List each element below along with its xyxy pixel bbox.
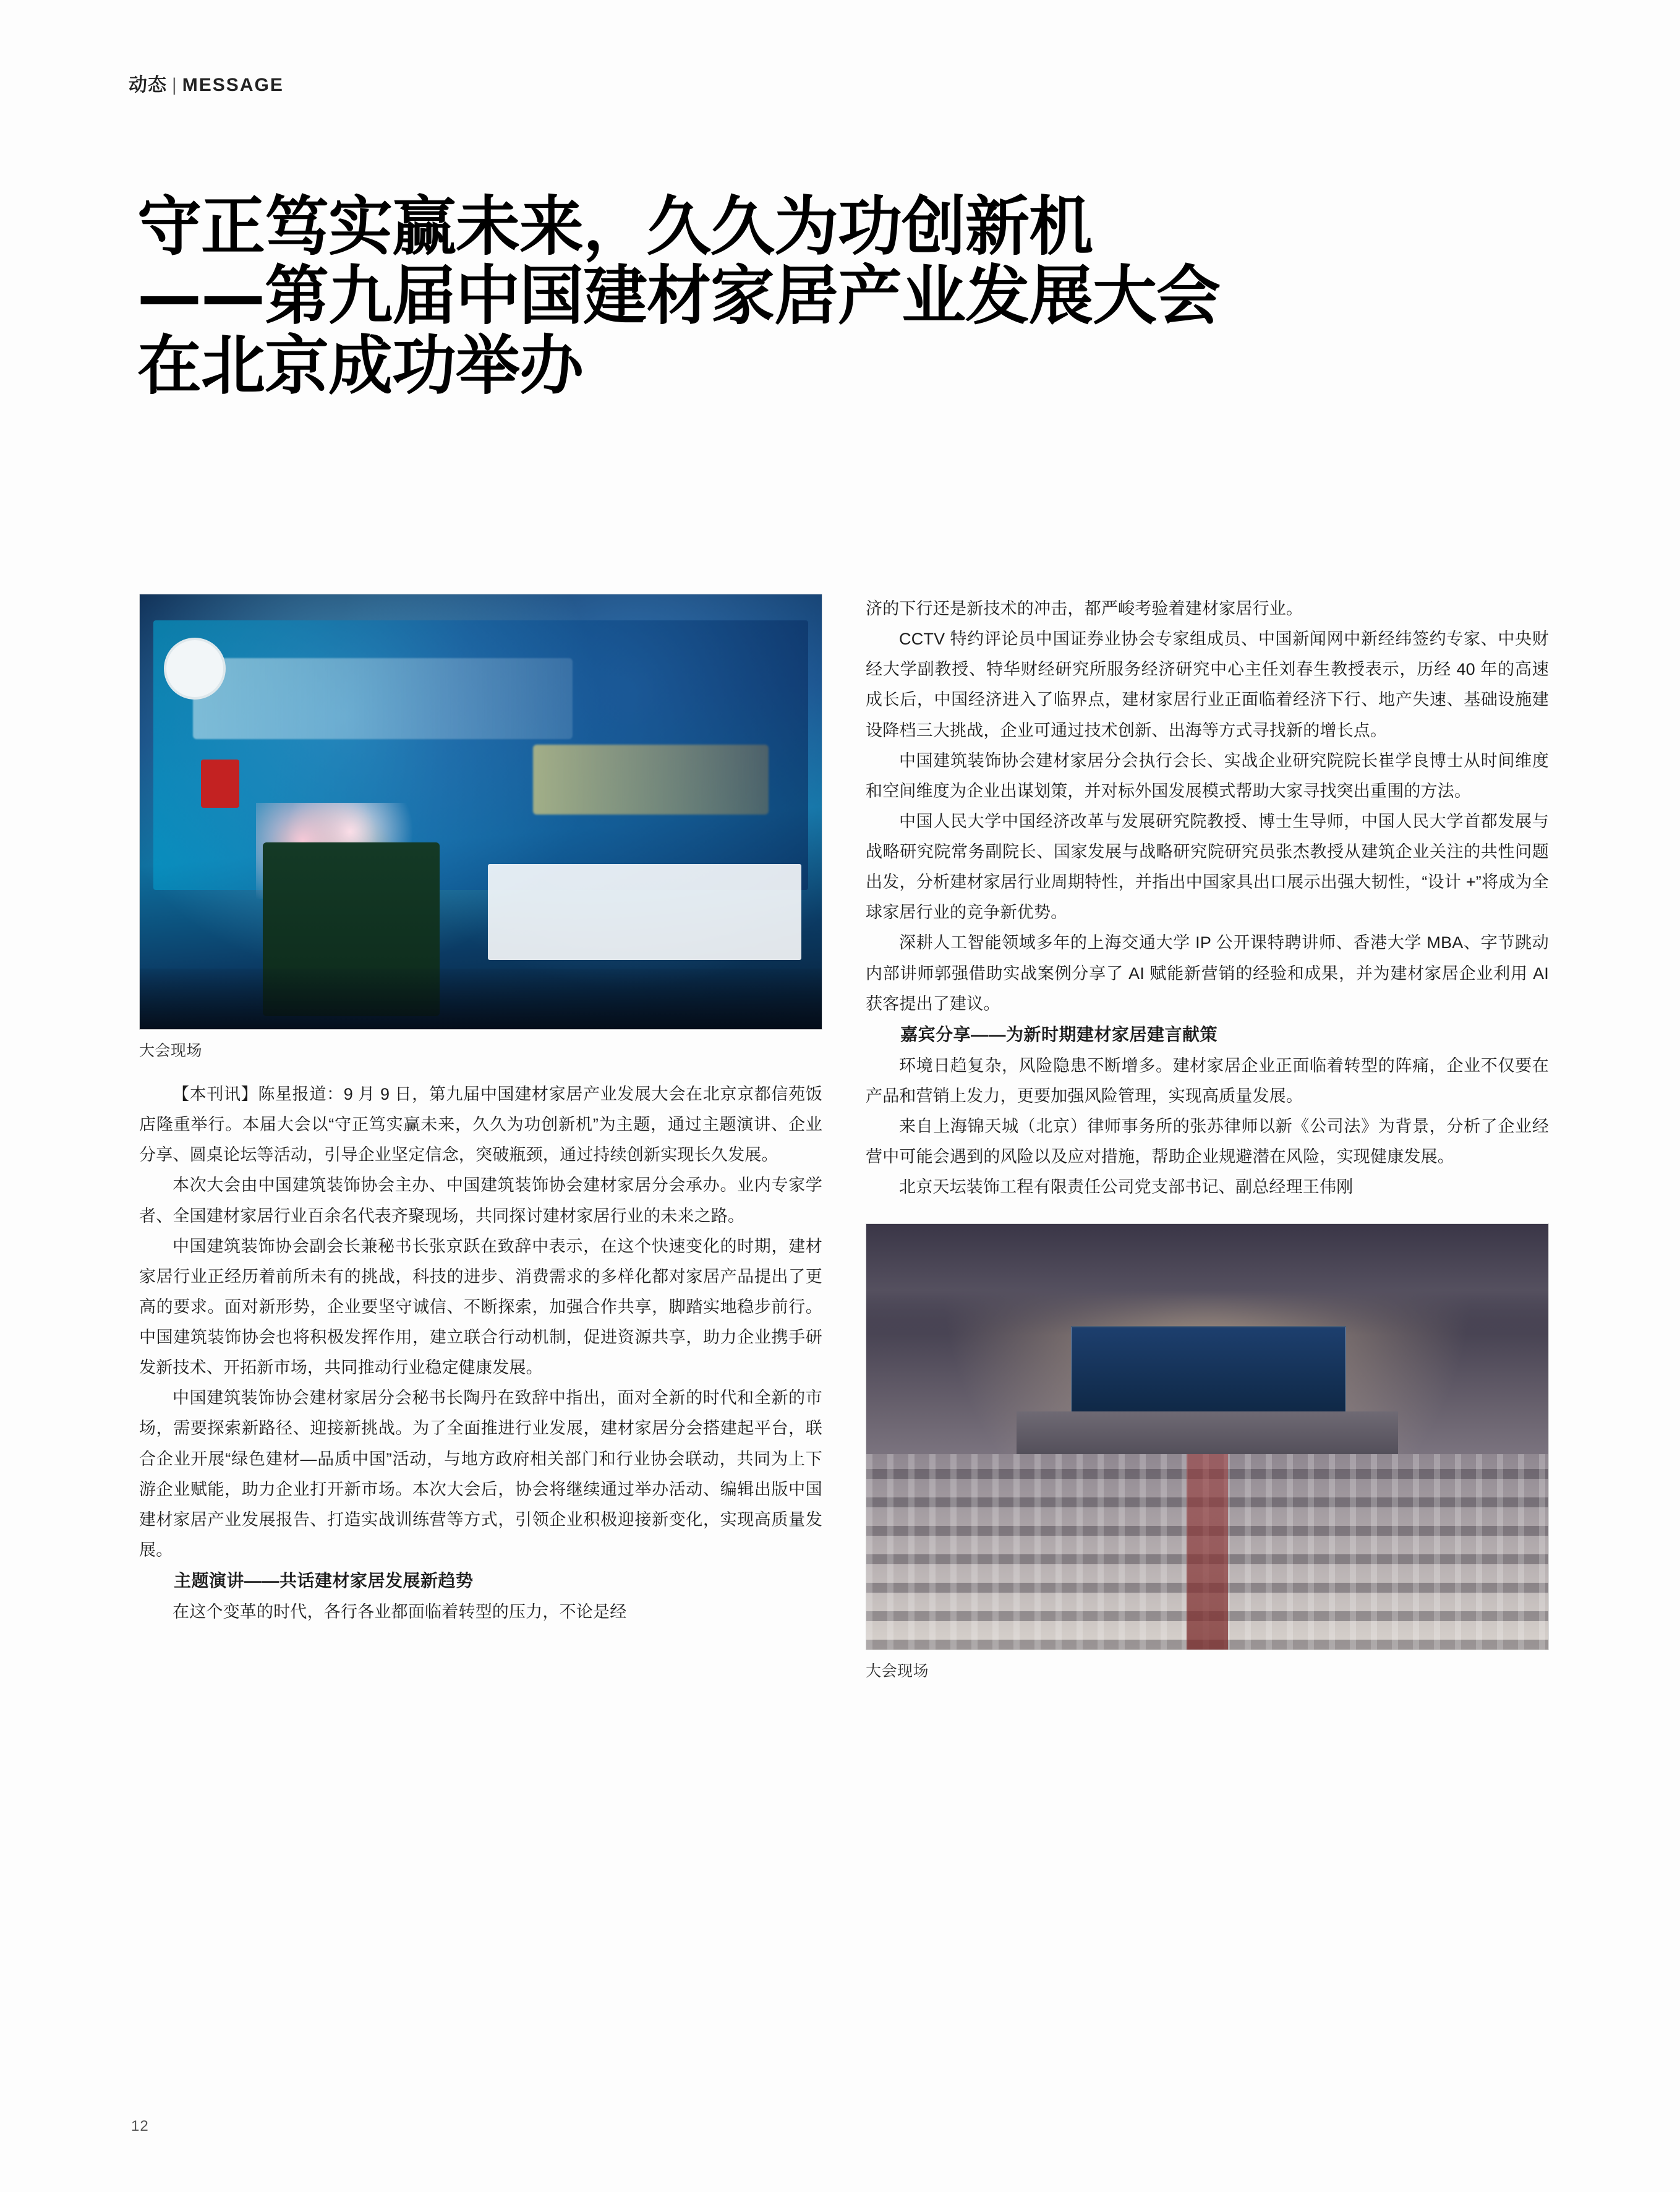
hall-led-screen [1071,1326,1346,1414]
paragraph: 北京天坛装饰工程有限责任公司党支部书记、副总经理王伟刚 [899,1178,1354,1197]
paragraph: 深耕人工智能领域多年的上海交通大学 IP 公开课特聘讲师、香港大学 MBA、字节跳动内部讲师郭强借助实战案例分享了 AI 赋能新营销的经验和成果，并为建材家居企业利用 AI 获客提出了建议。 [866,933,1549,1013]
paragraph: 中国建筑装饰协会副会长兼秘书长张京跃在致辞中表示，在这个快速变化的时期，建材家居行业正经历着前所未有的挑战，科技的进步、消费需求的多样化都对家居产品提出了更高的要求。面对新形势，企业要坚守诚信、不断探索，加强合作共享，脚踏实地稳步前行。中国建筑装饰协会也将积极发挥作用，建立联合行动机制，促进资源共享，助力企业携手研发新技术、开拓新市场，共同推动行业稳定健康发展。 [139,1236,822,1377]
running-head [129,69,284,96]
figure-stage [139,594,822,1061]
sponsor-wall [488,864,801,960]
headline-line-1: 守正笃实赢未来，久久为功创新机 [137,189,1093,264]
running-head-separator: | [172,75,177,95]
paragraph: 中国建筑装饰协会建材家居分会执行会长、实战企业研究院院长崔学良博士从时间维度和空间维度为企业出谋划策，并对标外国发展模式帮助大家寻找突出重围的方法。 [866,751,1549,800]
page-title [137,189,1559,403]
page-number: 12 [131,2118,149,2134]
headline-line-3: 在北京成功举办 [137,327,584,403]
paragraph: 中国人民大学中国经济改革与发展研究院教授、博士生导师，中国人民大学首都发展与战略研究院常务副院长、国家发展与战略研究院研究员张杰教授从建筑企业关注的共性问题出发，分析建材家居行业周期特性，并指出中国家具出口展示出强大韧性，“设计 +”将成为全球家居行业的竞争新优势。 [866,811,1549,922]
section-subhead: 嘉宾分享——为新时期建材家居建言献策 [900,1024,1218,1044]
headline-line-2: ——第九届中国建材家居产业发展大会 [137,258,1221,334]
right-column [866,594,1549,1681]
right-body-text [866,594,1549,1202]
figure-caption: 大会现场 [139,1042,203,1060]
paragraph: 环境日趋复杂，风险隐患不断增多。建材家居企业正面临着转型的阵痛，企业不仅要在产品和营销上发力，更要加强风险管理，实现高质量发展。 [866,1056,1549,1105]
association-logo [164,638,226,700]
left-column [139,594,822,1627]
paragraph: 在这个变革的时代，各行各业都面临着转型的压力，不论是经 [173,1602,627,1621]
left-body-text [139,1079,822,1627]
paragraph: 济的下行还是新技术的冲击，都严峻考验着建材家居行业。 [866,599,1303,618]
paragraph: 本次大会由中国建筑装饰协会主办、中国建筑装饰协会建材家居分会承办。业内专家学者、全国建材家居行业百余名代表齐聚现场，共同探讨建材家居行业的未来之路。 [139,1176,822,1225]
figure-hall [866,1223,1549,1681]
running-head-cn: 动态 [129,75,167,95]
conference-stage-photo [139,594,822,1030]
section-subhead: 主题演讲——共话建材家居发展新趋势 [174,1571,474,1590]
conference-hall-photo [866,1223,1549,1650]
stage-floor [140,969,822,1029]
paragraph: CCTV 特约评论员中国证券业协会专家组成员、中国新闻网中新经纬签约专家、中央财经大学副教授、特华财经研究所服务经济研究中心主任刘春生教授表示，历经 40 年的高速成长后，中国经济进入了临界点，建材家居行业正面临着经济下行、地产失速、基础设施建设降档三大挑战，企业可通过技术创新、出海等方式寻找新的增长点。 [866,630,1549,740]
center-aisle-carpet [1187,1454,1227,1650]
paragraph: 中国建筑装饰协会建材家居分会秘书长陶丹在致辞中指出，面对全新的时代和全新的市场，需要探索新路径、迎接新挑战。为了全面推进行业发展，建材家居分会搭建起平台，联合企业开展“绿色建材—品质中国”活动，与地方政府相关部门和行业协会联动，共同为上下游企业赋能，助力企业打开新市场。本次大会后，协会将继续通过举办活动、编辑出版中国建材家居产业发展报告、打造实战训练营等方式，引领企业积极迎接新变化，实现高质量发展。 [139,1389,822,1559]
stage-led-screen [153,620,808,890]
running-head-en: MESSAGE [182,75,284,95]
paragraph: 来自上海锦天城（北京）律师事务所的张苏律师以新《公司法》为背景，分析了企业经营中可能会遇到的风险以及应对措施，帮助企业规避潜在风险，实现健康发展。 [866,1116,1549,1167]
hall-ceiling [866,1224,1548,1335]
ninth-edition-badge [201,760,239,808]
paragraph: 【本刊讯】陈星报道：9 月 9 日，第九届中国建材家居产业发展大会在北京京都信苑饭店隆重举行。本届大会以“守正笃实赢未来，久久为功创新机”为主题，通过主题演讲、企业分享、圆桌论坛等活动，引导企业坚定信念，突破瓶颈，通过持续创新实现长久发展。 [139,1085,822,1165]
figure-caption: 大会现场 [866,1663,929,1680]
